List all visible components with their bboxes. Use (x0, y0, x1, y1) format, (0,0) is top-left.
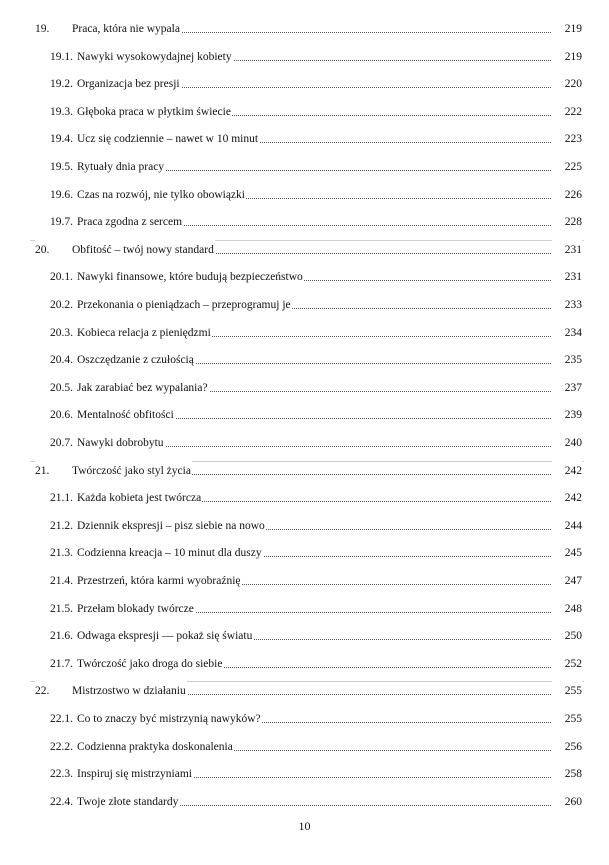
toc-entry-title (50, 431, 165, 455)
toc-entry-text: Codzienna kreacja – 10 minut dla duszy (77, 547, 262, 560)
toc-entry-text: Praca zgodna z sercem (77, 216, 183, 229)
toc-entry-page: 242 (552, 486, 582, 510)
toc-chapter-entry[interactable] (0, 459, 609, 483)
toc-entry-number: 19.3. (50, 105, 73, 118)
toc-subsection-entry[interactable] (0, 652, 609, 676)
toc-entry-text: Każda kobieta jest twórcza (77, 492, 202, 505)
toc-entry-number: 22. (35, 685, 50, 698)
toc-entry-number: 20. (35, 243, 50, 256)
toc-subsection-entry[interactable] (0, 72, 609, 96)
toc-entry-number: 20.4. (50, 354, 73, 367)
toc-entry-number: 21. (35, 464, 50, 477)
toc-entry-text: Nawyki wysokowydajnej kobiety (77, 50, 232, 63)
toc-entry-text: Co to znaczy być mistrzynią nawyków? (77, 713, 261, 725)
toc-entry-page: 258 (552, 762, 582, 786)
toc-entry-number: 20.3. (50, 326, 73, 339)
toc-entry-number: 21.6. (50, 630, 73, 643)
toc-entry-title (50, 72, 181, 96)
toc-subsection-entry[interactable] (0, 210, 609, 234)
toc-entry-number: 20.1. (50, 271, 73, 284)
toc-entry-page: 219 (552, 17, 582, 41)
toc-entry-page: 245 (552, 541, 582, 565)
toc-subsection-entry[interactable] (0, 735, 609, 759)
toc-entry-page: 231 (552, 265, 582, 289)
toc-subsection-entry[interactable] (0, 514, 609, 538)
toc-entry-number: 21.5. (50, 602, 73, 615)
toc-subsection-entry[interactable] (0, 431, 609, 455)
toc-entry-title (35, 679, 187, 703)
toc-entry-text: Przestrzeń, która karmi wyobraźnię (77, 575, 241, 587)
toc-subsection-entry[interactable] (0, 348, 609, 372)
toc-entry-text: Mistrzostwo w działaniu (72, 685, 186, 698)
toc-entry-title (50, 541, 263, 565)
toc-subsection-entry[interactable] (0, 155, 609, 179)
toc-entry-title (35, 238, 215, 262)
toc-entry-page: 247 (552, 569, 582, 593)
toc-entry-page: 234 (552, 321, 582, 345)
toc-entry-page: 231 (552, 238, 582, 262)
toc-entry-title (50, 210, 183, 234)
toc-entry-text: Inspiruj się mistrzyniami (77, 768, 192, 781)
toc-entry-number: 19.4. (50, 133, 73, 146)
toc-entry-title (50, 762, 193, 786)
toc-entry-page: 226 (552, 183, 582, 207)
toc-entry-page: 255 (552, 707, 582, 731)
toc-entry-text: Mentalność obfitości (77, 409, 174, 422)
toc-entry-page: 228 (552, 210, 582, 234)
toc-entry-title (50, 183, 246, 207)
toc-entry-text: Obfitość – twój nowy standard (72, 243, 214, 256)
toc-entry-title (50, 735, 234, 759)
page-number: 10 (298, 819, 311, 833)
toc-entry-title (50, 348, 195, 372)
toc-entry-text: Organizacja bez presji (77, 78, 180, 91)
toc-entry-page: 223 (552, 127, 582, 151)
toc-entry-number: 19. (35, 23, 50, 35)
toc-entry-text: Nawyki dobrobytu (77, 437, 164, 449)
toc-entry-title (50, 321, 212, 345)
toc-entry-text: Rytuały dnia pracy (77, 161, 165, 173)
toc-entry-page: 242 (552, 459, 582, 483)
toc-entry-text: Codzienna praktyka doskonalenia (77, 740, 233, 753)
toc-entry-title (35, 459, 192, 483)
toc-entry-title (50, 514, 266, 538)
toc-entry-text: Twórczość jako droga do siebie (77, 657, 223, 670)
toc-entry-title (50, 569, 242, 593)
toc-subsection-entry[interactable] (0, 624, 609, 648)
toc-entry-text: Nawyki finansowe, które budują bezpieczeństwo (77, 271, 303, 284)
toc-entry-number: 19.5. (50, 161, 73, 173)
toc-entry-page: 219 (552, 45, 582, 69)
toc-entry-number: 21.4. (50, 575, 73, 587)
toc-entry-text: Twórczość jako styl życia (72, 464, 191, 477)
toc-entry-title (35, 17, 181, 41)
toc-subsection-entry[interactable] (0, 707, 609, 731)
toc-subsection-entry[interactable] (0, 541, 609, 565)
toc-entry-page: 252 (552, 652, 582, 676)
toc-entry-page: 220 (552, 72, 582, 96)
toc-entry-text: Odwaga ekspresji — pokaż się światu (77, 630, 253, 643)
toc-entry-number: 22.4. (50, 795, 73, 808)
toc-entry-title (50, 790, 179, 814)
toc-entry-number: 19.2. (50, 78, 73, 91)
toc-entry-text: Czas na rozwój, nie tylko obowiązki (77, 188, 245, 201)
toc-entry-number: 20.2. (50, 299, 73, 311)
toc-subsection-entry[interactable] (0, 790, 609, 814)
toc-subsection-entry[interactable] (0, 265, 609, 289)
toc-subsection-entry[interactable] (0, 127, 609, 151)
toc-entry-text: Przełam blokady twórcze (77, 602, 194, 615)
toc-entry-title (50, 597, 195, 621)
toc-entry-title (50, 624, 253, 648)
toc-entry-title (50, 45, 233, 69)
toc-entry-number: 21.7. (50, 657, 73, 670)
toc-entry-page: 235 (552, 348, 582, 372)
toc-entry-page: 225 (552, 155, 582, 179)
toc-entry-page: 256 (552, 735, 582, 759)
toc-entry-title (50, 127, 259, 151)
toc-entry-title (50, 293, 292, 317)
toc-entry-title (50, 486, 202, 510)
toc-entry-number: 19.6. (50, 188, 73, 201)
toc-entry-page: 237 (552, 376, 582, 400)
toc-entry-number: 21.1. (50, 492, 73, 505)
toc-entry-number: 20.5. (50, 381, 73, 394)
toc-entry-text: Oszczędzanie z czułością (77, 354, 194, 367)
toc-subsection-entry[interactable] (0, 376, 609, 400)
toc-subsection-entry[interactable] (0, 762, 609, 786)
toc-entry-number: 22.2. (50, 740, 73, 753)
toc-chapter-entry[interactable] (0, 17, 609, 41)
toc-entry-title (50, 100, 232, 124)
toc-entry-page: 240 (552, 431, 582, 455)
toc-entry-text: Ucz się codziennie – nawet w 10 minut (77, 133, 259, 146)
toc-entry-title (50, 155, 165, 179)
toc-entry-number: 22.1. (50, 713, 73, 725)
toc-subsection-entry[interactable] (0, 321, 609, 345)
toc-entry-title (50, 376, 209, 400)
toc-entry-text: Kobieca relacja z pieniędzmi (77, 326, 211, 339)
toc-entry-number: 21.2. (50, 519, 73, 532)
toc-subsection-entry[interactable] (0, 45, 609, 69)
toc-subsection-entry[interactable] (0, 403, 609, 427)
toc-entry-text: Dziennik ekspresji – pisz siebie na nowo (77, 519, 265, 532)
toc-subsection-entry[interactable] (0, 183, 609, 207)
toc-entry-text: Głęboka praca w płytkim świecie (77, 105, 231, 118)
toc-entry-text: Twoje złote standardy (77, 795, 179, 808)
toc-entry-page: 244 (552, 514, 582, 538)
toc-entry-page: 233 (552, 293, 582, 317)
toc-entry-text: Jak zarabiać bez wypalania? (77, 381, 208, 394)
toc-entry-page: 248 (552, 597, 582, 621)
toc-entry-page: 250 (552, 624, 582, 648)
toc-entry-number: 20.6. (50, 409, 73, 422)
toc-chapter-entry[interactable] (0, 238, 609, 262)
toc-entry-page: 222 (552, 100, 582, 124)
toc-subsection-entry[interactable] (0, 293, 609, 317)
toc-entry-number: 21.3. (50, 547, 73, 560)
toc-subsection-entry[interactable] (0, 569, 609, 593)
toc-entry-title (50, 707, 262, 731)
toc-entry-page: 255 (552, 679, 582, 703)
toc-entry-text: Praca, która nie wypala (72, 23, 180, 35)
toc-entry-number: 19.7. (50, 216, 73, 229)
toc-entry-page: 260 (552, 790, 582, 814)
toc-chapter-entry[interactable] (0, 679, 609, 703)
toc-entry-title (50, 403, 175, 427)
toc-entry-title (50, 265, 304, 289)
toc-entry-text: Przekonania o pieniądzach – przeprogramuj je (77, 299, 291, 311)
toc-entry-title (50, 652, 223, 676)
toc-entry-number: 19.1. (50, 50, 73, 63)
toc-subsection-entry[interactable] (0, 100, 609, 124)
toc-subsection-entry[interactable] (0, 597, 609, 621)
toc-subsection-entry[interactable] (0, 486, 609, 510)
toc-entry-number: 22.3. (50, 768, 73, 781)
toc-entry-number: 20.7. (50, 437, 73, 449)
toc-entry-page: 239 (552, 403, 582, 427)
